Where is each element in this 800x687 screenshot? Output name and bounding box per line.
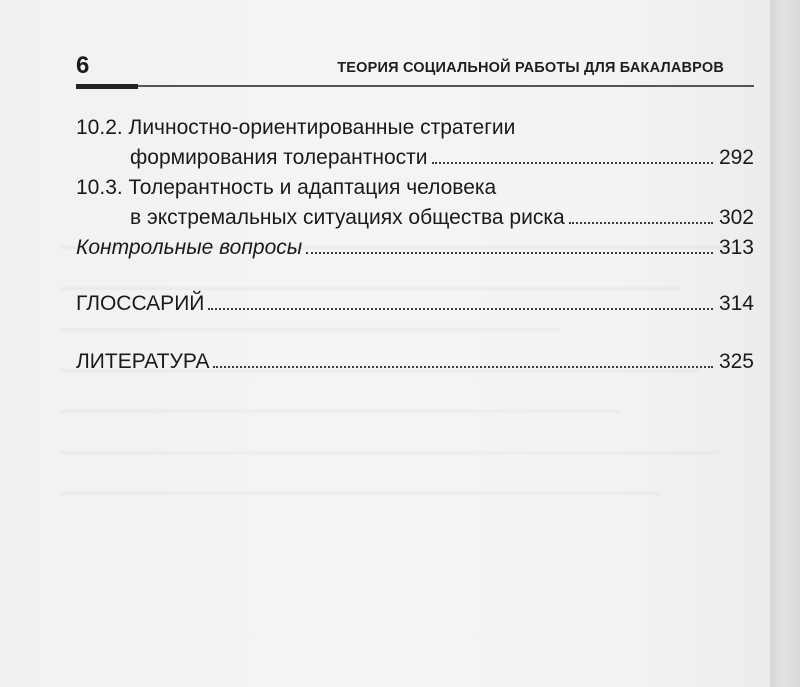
dot-leader: [432, 148, 713, 164]
page-edge-shadow: [770, 0, 800, 687]
dot-leader: [213, 352, 712, 368]
toc-entry-title: ЛИТЕРАТУРА: [76, 350, 210, 373]
toc-entry-title: 10.3. Толерантность и адаптация человека: [76, 176, 497, 199]
running-title: ТЕОРИЯ СОЦИАЛЬНОЙ РАБОТЫ ДЛЯ БАКАЛАВРОВ: [337, 60, 724, 76]
toc-entry-title-cont: в экстремальных ситуациях общества риска: [130, 206, 565, 229]
toc-entry-literature: [76, 350, 754, 382]
toc-entry-10-3-line1: [76, 176, 754, 208]
toc-page-number: 325: [718, 350, 754, 373]
toc-page-number: 292: [718, 146, 754, 169]
toc-page-number: 314: [718, 292, 754, 315]
header-rule-thick: [76, 84, 138, 89]
toc-entry-title: 10.2. Личностно-ориентированные стратегии: [76, 116, 516, 139]
toc-entry-title: ГЛОССАРИЙ: [76, 292, 205, 315]
toc-page-number: 313: [718, 236, 754, 259]
dot-leader: [208, 294, 713, 310]
header-rule-thin: [138, 85, 754, 87]
toc-entry-10-2-line1: [76, 116, 754, 148]
toc-entry-glossary: [76, 292, 754, 324]
toc-entry-10-3-line2: [130, 206, 754, 238]
dot-leader: [569, 208, 713, 224]
toc-entry-questions: [76, 236, 754, 268]
toc-entry-title-cont: формирования толерантности: [130, 146, 428, 169]
toc-entry-10-2-line2: [130, 146, 754, 178]
dot-leader: [306, 238, 713, 254]
toc-page-number: 302: [718, 206, 754, 229]
page-number: 6: [76, 52, 90, 79]
toc-entry-title: Контрольные вопросы: [76, 236, 303, 259]
